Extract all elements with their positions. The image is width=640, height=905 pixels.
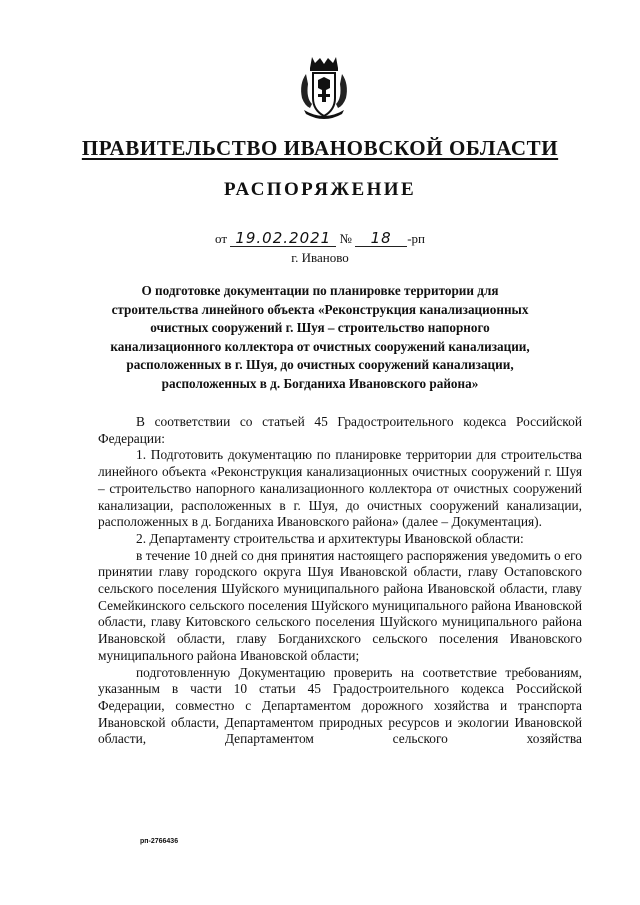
document-body xyxy=(98,414,582,748)
footer-code: рп-2766436 xyxy=(140,838,179,845)
number-sign: № xyxy=(339,231,352,246)
handwritten-date: 19.02.2021 xyxy=(230,230,336,247)
paragraph: в течение 10 дней со дня принятия настоящего распоряжения уведомить о его принятии главу городского округа Шуя Ивановской области, главу Остаповского сельского поселения Шуйского муниципального района Ивановской области, главу Семейкинского сельского поселения Шуйского муниципального района Ивановской области, главу Китовского сельского поселения Шуйского муниципального района Ивановской области, главу Богданихского сельского поселения Ивановского муниципального района Ивановской области; xyxy=(98,547,582,663)
number-suffix: -рп xyxy=(407,231,425,246)
coat-of-arms-icon xyxy=(296,54,352,124)
paragraph: подготовленную Документацию проверить на соответствие требованиям, указанным в части 10 статьи 45 Градостроительного кодекса Российской Федерации, совместно с Департаментом дорожного хозяйства и транспорта Ивановской области, Департаментом природных ресурсов и экологии Ивановской области, Департаментом сельского хозяйства xyxy=(98,664,582,747)
document-title: О подготовке документации по планировке территории для строительства линейного объекта «Реконструкция канализационных очистных сооружений г. Шуя – строительство напорного канализационного коллектора от очистных сооружений канализации, расположенных в г. Шуя, до очистных сооружений канализации, расположенных в д. Богданиха Ивановского района» xyxy=(110,283,530,391)
paragraph: В соответствии со статьей 45 Градостроительного кодекса Российской Федерации: xyxy=(98,414,582,446)
government-title xyxy=(0,136,640,161)
document-type: РАСПОРЯЖЕНИЕ xyxy=(223,179,417,200)
from-label: от xyxy=(215,231,228,246)
government-text: ПРАВИТЕЛЬСТВО ИВАНОВСКОЙ ОБЛАСТИ xyxy=(81,136,559,160)
handwritten-number: 18 xyxy=(355,230,407,247)
dateline xyxy=(0,230,640,247)
paragraph: 1. Подготовить документацию по планировке территории для строительства линейного объекта «Реконструкция канализационных очистных сооружений г. Шуя – строительство напорного канализационного коллектора от очистных сооружений канализации, расположенных в г. Шуя, до очистных сооружений канализации, расположенных в д. Богданиха Ивановского района» (далее – Документация). xyxy=(98,447,582,530)
city: г. Иваново xyxy=(291,250,349,265)
paragraph: 2. Департаменту строительства и архитектуры Ивановской области: xyxy=(136,530,524,546)
